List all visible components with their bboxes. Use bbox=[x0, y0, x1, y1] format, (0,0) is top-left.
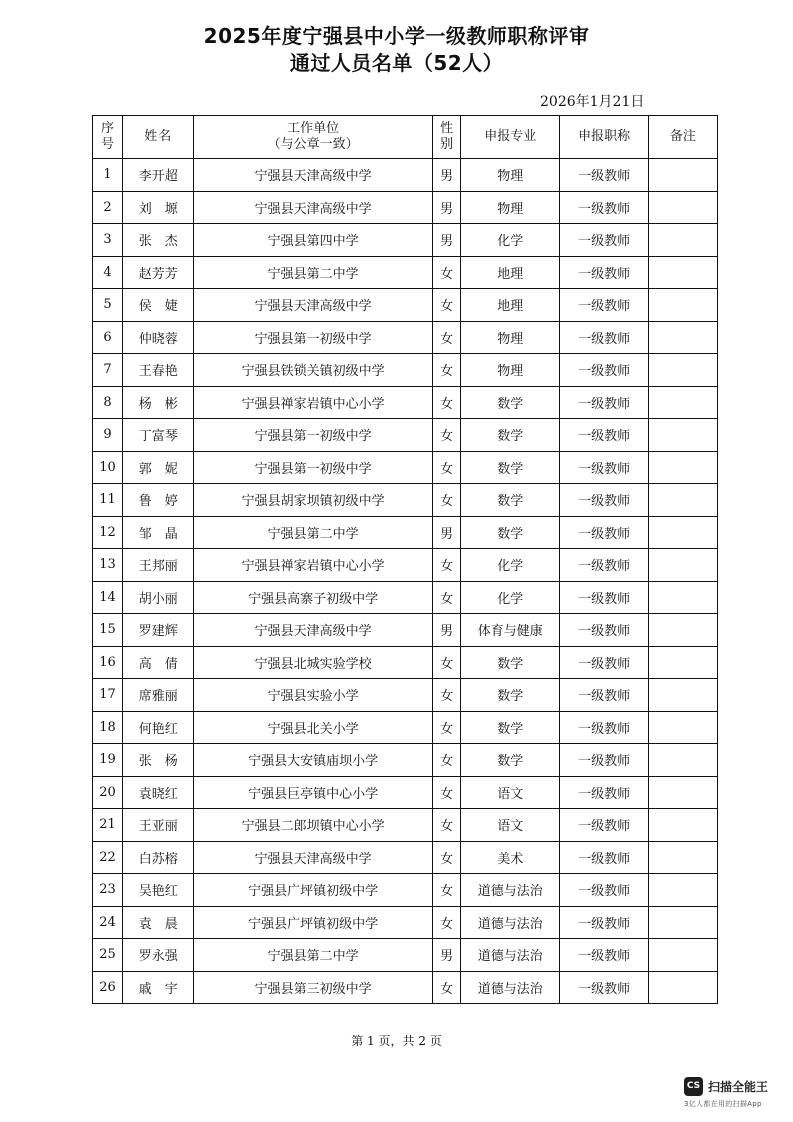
cell-major: 数学 bbox=[461, 646, 560, 679]
header-note: 备注 bbox=[648, 116, 717, 159]
table-row bbox=[93, 841, 718, 874]
cell-sex: 女 bbox=[433, 386, 461, 419]
cell-note bbox=[648, 711, 717, 744]
table-header-row bbox=[93, 116, 718, 159]
cell-name: 罗永强 bbox=[123, 939, 194, 972]
cell-unit: 宁强县大安镇庙坝小学 bbox=[194, 744, 433, 777]
cell-name: 邹 晶 bbox=[123, 516, 194, 549]
cell-note bbox=[648, 159, 717, 192]
cell-unit: 宁强县广坪镇初级中学 bbox=[194, 906, 433, 939]
cell-sex: 女 bbox=[433, 256, 461, 289]
cell-no: 11 bbox=[93, 484, 123, 517]
cell-unit: 宁强县第二中学 bbox=[194, 256, 433, 289]
cell-major: 化学 bbox=[461, 224, 560, 257]
table-row bbox=[93, 939, 718, 972]
cell-major: 地理 bbox=[461, 256, 560, 289]
cell-note bbox=[648, 354, 717, 387]
cell-no: 18 bbox=[93, 711, 123, 744]
cell-title: 一级教师 bbox=[560, 614, 648, 647]
cell-unit: 宁强县第四中学 bbox=[194, 224, 433, 257]
cell-unit: 宁强县第二中学 bbox=[194, 939, 433, 972]
cell-title: 一级教师 bbox=[560, 256, 648, 289]
cell-sex: 女 bbox=[433, 484, 461, 517]
cell-note bbox=[648, 191, 717, 224]
cell-sex: 男 bbox=[433, 614, 461, 647]
header-no: 序 号 bbox=[93, 116, 123, 159]
cell-name: 张 杰 bbox=[123, 224, 194, 257]
cell-title: 一级教师 bbox=[560, 289, 648, 322]
cell-sex: 男 bbox=[433, 159, 461, 192]
cell-no: 10 bbox=[93, 451, 123, 484]
table-body bbox=[93, 159, 718, 1004]
cell-unit: 宁强县北城实验学校 bbox=[194, 646, 433, 679]
cell-major: 体育与健康 bbox=[461, 614, 560, 647]
table-row bbox=[93, 549, 718, 582]
cell-unit: 宁强县实验小学 bbox=[194, 679, 433, 712]
cell-name: 胡小丽 bbox=[123, 581, 194, 614]
cell-sex: 女 bbox=[433, 646, 461, 679]
cell-no: 26 bbox=[93, 971, 123, 1004]
table-row bbox=[93, 386, 718, 419]
cell-no: 8 bbox=[93, 386, 123, 419]
cell-no: 2 bbox=[93, 191, 123, 224]
cell-unit: 宁强县高寨子初级中学 bbox=[194, 581, 433, 614]
cell-no: 16 bbox=[93, 646, 123, 679]
header-unit: 工作单位 （与公章一致） bbox=[194, 116, 433, 159]
cell-unit: 宁强县广坪镇初级中学 bbox=[194, 874, 433, 907]
cell-no: 7 bbox=[93, 354, 123, 387]
cell-sex: 女 bbox=[433, 321, 461, 354]
cell-name: 张 杨 bbox=[123, 744, 194, 777]
cell-major: 数学 bbox=[461, 386, 560, 419]
watermark-app-name: 扫描全能王 bbox=[708, 1080, 769, 1094]
cell-note bbox=[648, 776, 717, 809]
cell-no: 17 bbox=[93, 679, 123, 712]
cell-major: 道德与法治 bbox=[461, 906, 560, 939]
cell-name: 刘 塬 bbox=[123, 191, 194, 224]
cell-sex: 女 bbox=[433, 744, 461, 777]
cell-unit: 宁强县巨亭镇中心小学 bbox=[194, 776, 433, 809]
cell-note bbox=[648, 289, 717, 322]
cell-no: 6 bbox=[93, 321, 123, 354]
cell-major: 道德与法治 bbox=[461, 874, 560, 907]
cell-unit: 宁强县铁锁关镇初级中学 bbox=[194, 354, 433, 387]
header-sex: 性 别 bbox=[433, 116, 461, 159]
page-footer: 第 1 页，共 2 页 bbox=[351, 1034, 442, 1048]
cell-note bbox=[648, 679, 717, 712]
cell-title: 一级教师 bbox=[560, 679, 648, 712]
cell-note bbox=[648, 971, 717, 1004]
cell-major: 地理 bbox=[461, 289, 560, 322]
cell-name: 高 倩 bbox=[123, 646, 194, 679]
cell-title: 一级教师 bbox=[560, 224, 648, 257]
cell-note bbox=[648, 386, 717, 419]
cell-note bbox=[648, 581, 717, 614]
header-name: 姓名 bbox=[123, 116, 194, 159]
cell-no: 12 bbox=[93, 516, 123, 549]
cell-sex: 女 bbox=[433, 289, 461, 322]
table-row bbox=[93, 971, 718, 1004]
table-row bbox=[93, 906, 718, 939]
cell-no: 19 bbox=[93, 744, 123, 777]
cell-major: 语文 bbox=[461, 809, 560, 842]
cell-title: 一级教师 bbox=[560, 874, 648, 907]
cell-sex: 女 bbox=[433, 679, 461, 712]
cell-title: 一级教师 bbox=[560, 386, 648, 419]
cell-no: 22 bbox=[93, 841, 123, 874]
cell-title: 一级教师 bbox=[560, 484, 648, 517]
cell-unit: 宁强县第一初级中学 bbox=[194, 419, 433, 452]
cell-major: 数学 bbox=[461, 711, 560, 744]
cell-major: 数学 bbox=[461, 451, 560, 484]
cell-title: 一级教师 bbox=[560, 516, 648, 549]
table-row bbox=[93, 321, 718, 354]
cell-unit: 宁强县第一初级中学 bbox=[194, 451, 433, 484]
cell-major: 美术 bbox=[461, 841, 560, 874]
cell-title: 一级教师 bbox=[560, 939, 648, 972]
table-row bbox=[93, 191, 718, 224]
cell-title: 一级教师 bbox=[560, 191, 648, 224]
cell-name: 王亚丽 bbox=[123, 809, 194, 842]
table-row bbox=[93, 744, 718, 777]
cell-sex: 男 bbox=[433, 191, 461, 224]
cell-note bbox=[648, 874, 717, 907]
cell-name: 戚 宇 bbox=[123, 971, 194, 1004]
cell-title: 一级教师 bbox=[560, 354, 648, 387]
cell-sex: 女 bbox=[433, 809, 461, 842]
cell-major: 物理 bbox=[461, 354, 560, 387]
cell-major: 数学 bbox=[461, 484, 560, 517]
cell-title: 一级教师 bbox=[560, 809, 648, 842]
cell-title: 一级教师 bbox=[560, 971, 648, 1004]
cell-unit: 宁强县第一初级中学 bbox=[194, 321, 433, 354]
cell-note bbox=[648, 484, 717, 517]
cell-no: 25 bbox=[93, 939, 123, 972]
cell-major: 化学 bbox=[461, 581, 560, 614]
cell-sex: 男 bbox=[433, 224, 461, 257]
cell-title: 一级教师 bbox=[560, 581, 648, 614]
cell-note bbox=[648, 906, 717, 939]
cell-major: 物理 bbox=[461, 159, 560, 192]
cell-note bbox=[648, 646, 717, 679]
cell-sex: 女 bbox=[433, 776, 461, 809]
header-title: 申报职称 bbox=[560, 116, 648, 159]
cell-unit: 宁强县第三初级中学 bbox=[194, 971, 433, 1004]
table-row bbox=[93, 159, 718, 192]
cell-sex: 女 bbox=[433, 841, 461, 874]
cell-major: 物理 bbox=[461, 321, 560, 354]
cell-note bbox=[648, 256, 717, 289]
document-subtitle: 通过人员名单（52人） bbox=[289, 51, 504, 75]
cell-unit: 宁强县天津高级中学 bbox=[194, 289, 433, 322]
cell-sex: 女 bbox=[433, 711, 461, 744]
cell-no: 21 bbox=[93, 809, 123, 842]
cell-unit: 宁强县天津高级中学 bbox=[194, 841, 433, 874]
cell-note bbox=[648, 809, 717, 842]
cell-sex: 男 bbox=[433, 939, 461, 972]
cell-no: 23 bbox=[93, 874, 123, 907]
cell-title: 一级教师 bbox=[560, 159, 648, 192]
cell-name: 丁富琴 bbox=[123, 419, 194, 452]
cell-sex: 女 bbox=[433, 906, 461, 939]
cell-no: 5 bbox=[93, 289, 123, 322]
cell-name: 罗建辉 bbox=[123, 614, 194, 647]
cell-name: 何艳红 bbox=[123, 711, 194, 744]
cell-sex: 男 bbox=[433, 516, 461, 549]
table-row bbox=[93, 711, 718, 744]
cell-sex: 女 bbox=[433, 581, 461, 614]
cell-sex: 女 bbox=[433, 354, 461, 387]
cell-major: 道德与法治 bbox=[461, 971, 560, 1004]
table-row bbox=[93, 679, 718, 712]
cell-note bbox=[648, 549, 717, 582]
cell-note bbox=[648, 614, 717, 647]
cell-no: 14 bbox=[93, 581, 123, 614]
table-row bbox=[93, 256, 718, 289]
cell-title: 一级教师 bbox=[560, 646, 648, 679]
cell-name: 王邦丽 bbox=[123, 549, 194, 582]
cell-major: 数学 bbox=[461, 419, 560, 452]
cell-unit: 宁强县天津高级中学 bbox=[194, 159, 433, 192]
cell-no: 24 bbox=[93, 906, 123, 939]
table-row bbox=[93, 776, 718, 809]
cell-no: 9 bbox=[93, 419, 123, 452]
cell-note bbox=[648, 321, 717, 354]
cell-name: 白苏榕 bbox=[123, 841, 194, 874]
table-row bbox=[93, 354, 718, 387]
cell-unit: 宁强县禅家岩镇中心小学 bbox=[194, 549, 433, 582]
cell-no: 4 bbox=[93, 256, 123, 289]
cell-major: 语文 bbox=[461, 776, 560, 809]
cell-unit: 宁强县禅家岩镇中心小学 bbox=[194, 386, 433, 419]
cell-name: 仲晓蓉 bbox=[123, 321, 194, 354]
cell-sex: 女 bbox=[433, 971, 461, 1004]
table-row bbox=[93, 809, 718, 842]
cell-major: 数学 bbox=[461, 679, 560, 712]
cell-note bbox=[648, 744, 717, 777]
cell-name: 吴艳红 bbox=[123, 874, 194, 907]
cell-title: 一级教师 bbox=[560, 321, 648, 354]
cell-name: 郭 妮 bbox=[123, 451, 194, 484]
cell-name: 杨 彬 bbox=[123, 386, 194, 419]
cell-major: 数学 bbox=[461, 516, 560, 549]
cell-unit: 宁强县二郎坝镇中心小学 bbox=[194, 809, 433, 842]
cell-note bbox=[648, 841, 717, 874]
cell-note bbox=[648, 419, 717, 452]
document-title: 2025年度宁强县中小学一级教师职称评审 bbox=[203, 24, 590, 48]
table-row bbox=[93, 451, 718, 484]
cell-name: 鲁 婷 bbox=[123, 484, 194, 517]
cell-note bbox=[648, 516, 717, 549]
cell-unit: 宁强县第二中学 bbox=[194, 516, 433, 549]
camscanner-logo-icon: CS bbox=[684, 1077, 703, 1096]
cell-title: 一级教师 bbox=[560, 451, 648, 484]
table-row bbox=[93, 484, 718, 517]
table-row bbox=[93, 581, 718, 614]
cell-title: 一级教师 bbox=[560, 419, 648, 452]
cell-name: 王春艳 bbox=[123, 354, 194, 387]
scanner-watermark bbox=[684, 1077, 784, 1111]
cell-title: 一级教师 bbox=[560, 776, 648, 809]
cell-note bbox=[648, 939, 717, 972]
cell-no: 15 bbox=[93, 614, 123, 647]
cell-major: 物理 bbox=[461, 191, 560, 224]
table-row bbox=[93, 614, 718, 647]
cell-title: 一级教师 bbox=[560, 744, 648, 777]
header-major: 申报专业 bbox=[461, 116, 560, 159]
cell-unit: 宁强县天津高级中学 bbox=[194, 191, 433, 224]
document-date: 2026年1月21日 bbox=[540, 94, 645, 110]
cell-name: 李开超 bbox=[123, 159, 194, 192]
cell-unit: 宁强县北关小学 bbox=[194, 711, 433, 744]
cell-sex: 女 bbox=[433, 874, 461, 907]
watermark-tagline: 3亿人都在用的扫描App bbox=[684, 1100, 762, 1108]
cell-major: 道德与法治 bbox=[461, 939, 560, 972]
cell-no: 1 bbox=[93, 159, 123, 192]
table-row bbox=[93, 516, 718, 549]
cell-no: 20 bbox=[93, 776, 123, 809]
cell-unit: 宁强县天津高级中学 bbox=[194, 614, 433, 647]
cell-name: 席雅丽 bbox=[123, 679, 194, 712]
cell-name: 袁晓红 bbox=[123, 776, 194, 809]
cell-sex: 女 bbox=[433, 419, 461, 452]
cell-no: 13 bbox=[93, 549, 123, 582]
cell-sex: 女 bbox=[433, 549, 461, 582]
cell-title: 一级教师 bbox=[560, 549, 648, 582]
table-row bbox=[93, 224, 718, 257]
table-row bbox=[93, 874, 718, 907]
cell-name: 袁 晨 bbox=[123, 906, 194, 939]
cell-title: 一级教师 bbox=[560, 906, 648, 939]
table-row bbox=[93, 289, 718, 322]
cell-major: 数学 bbox=[461, 744, 560, 777]
table-row bbox=[93, 646, 718, 679]
cell-unit: 宁强县胡家坝镇初级中学 bbox=[194, 484, 433, 517]
cell-sex: 女 bbox=[433, 451, 461, 484]
roster-table bbox=[92, 115, 718, 1004]
cell-note bbox=[648, 224, 717, 257]
cell-title: 一级教师 bbox=[560, 711, 648, 744]
cell-no: 3 bbox=[93, 224, 123, 257]
cell-name: 赵芳芳 bbox=[123, 256, 194, 289]
cell-major: 化学 bbox=[461, 549, 560, 582]
cell-note bbox=[648, 451, 717, 484]
cell-title: 一级教师 bbox=[560, 841, 648, 874]
cell-name: 侯 婕 bbox=[123, 289, 194, 322]
table-row bbox=[93, 419, 718, 452]
